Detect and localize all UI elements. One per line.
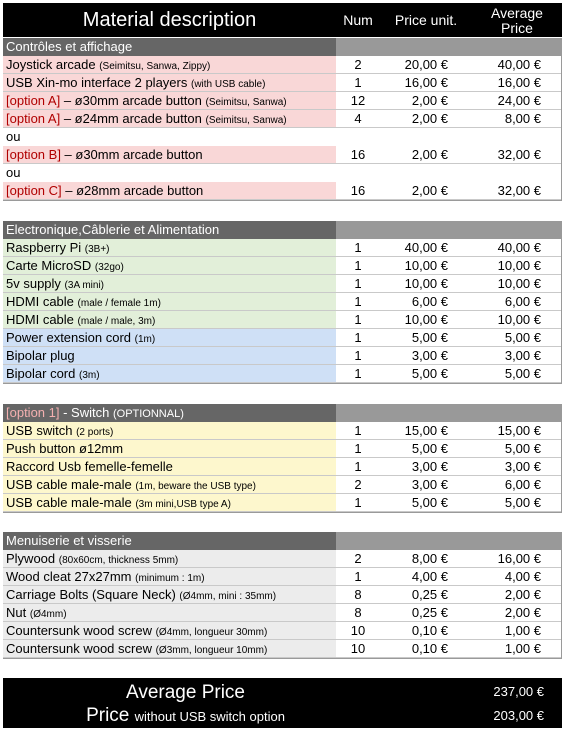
row-option-tag: [option A] xyxy=(6,93,61,108)
table-row xyxy=(3,347,562,365)
row-detail: (Seimitsu, Sanwa) xyxy=(205,97,287,108)
section-title xyxy=(3,221,336,239)
row-quantity: 8 xyxy=(354,587,362,602)
row-label: – ø28mm arcade button xyxy=(61,183,204,198)
row-unit-price: 10,00 € xyxy=(404,312,448,327)
row-description xyxy=(3,110,336,127)
row-quantity: 1 xyxy=(354,330,362,345)
table-row xyxy=(3,440,562,458)
row-label: HDMI cable xyxy=(6,294,74,309)
row-description xyxy=(3,604,336,621)
row-unit-price: 10,00 € xyxy=(404,258,448,273)
row-detail: (1m, beware the USB type) xyxy=(135,481,256,492)
row-quantity: 2 xyxy=(354,551,362,566)
row-label: USB cable male-male xyxy=(6,495,132,510)
row-unit-price: 2,00 € xyxy=(411,111,448,126)
row-label: Joystick arcade xyxy=(6,57,96,72)
section-title-text: Menuiserie et visserie xyxy=(6,533,132,548)
section-header xyxy=(3,221,562,239)
row-detail: (Ø4mm, mini : 35mm) xyxy=(179,591,277,602)
average-price-value: 237,00 € xyxy=(493,684,544,699)
table-row xyxy=(3,146,562,164)
row-detail: (3A mini) xyxy=(64,280,104,291)
row-average-price: 10,00 € xyxy=(497,258,541,273)
price-without-main: Price xyxy=(86,705,130,726)
row-description xyxy=(3,422,336,439)
row-average-price: 10,00 € xyxy=(497,276,541,291)
row-average-price: 5,00 € xyxy=(504,441,541,456)
section-header-right xyxy=(336,221,562,239)
row-unit-price: 0,25 € xyxy=(411,605,448,620)
row-unit-price: 5,00 € xyxy=(411,330,448,345)
row-average-price: 5,00 € xyxy=(504,495,541,510)
table-row xyxy=(3,640,562,658)
row-average-price: 5,00 € xyxy=(504,330,541,345)
row-quantity: 1 xyxy=(354,366,362,381)
section-title xyxy=(3,38,336,56)
row-detail: (Ø4mm, longueur 30mm) xyxy=(155,627,268,638)
row-unit-price: 6,00 € xyxy=(411,294,448,309)
row-description xyxy=(3,329,336,346)
row-detail: (3m mini,USB type A) xyxy=(135,499,231,510)
row-average-price: 40,00 € xyxy=(497,240,541,255)
row-quantity: 16 xyxy=(350,183,366,198)
row-description xyxy=(3,640,336,657)
price-without-sub: without USB switch option xyxy=(134,709,285,724)
row-average-price: 24,00 € xyxy=(497,93,541,108)
row-label: Push button ø12mm xyxy=(6,441,124,456)
row-average-price: 32,00 € xyxy=(497,183,541,198)
table-row xyxy=(3,293,562,311)
section-bottom-border xyxy=(3,658,562,659)
section-title-sub: (OPTIONNAL) xyxy=(112,408,184,420)
table-row xyxy=(3,329,562,347)
row-label: Nut xyxy=(6,605,27,620)
price-without-switch-label xyxy=(3,705,368,727)
or-separator xyxy=(3,164,562,182)
section-header-right xyxy=(336,532,562,550)
section-bottom-border xyxy=(3,512,562,513)
header-description: Material description xyxy=(82,9,257,31)
row-quantity: 1 xyxy=(354,459,362,474)
section-right-border xyxy=(561,550,562,658)
row-label: 5v supply xyxy=(6,276,61,291)
row-label: Countersunk wood screw xyxy=(6,623,152,638)
row-quantity: 1 xyxy=(354,240,362,255)
row-quantity: 4 xyxy=(354,111,362,126)
row-description xyxy=(3,275,336,292)
row-description xyxy=(3,476,336,493)
table-row xyxy=(3,550,562,568)
table-row xyxy=(3,110,562,128)
row-quantity: 10 xyxy=(350,623,366,638)
header-average-price xyxy=(472,6,562,36)
average-price-label: Average Price xyxy=(126,682,245,703)
row-quantity: 2 xyxy=(354,57,362,72)
row-label: Carte MicroSD xyxy=(6,258,92,273)
row-quantity: 12 xyxy=(350,93,366,108)
row-average-price: 3,00 € xyxy=(504,348,541,363)
row-detail: (3m) xyxy=(79,370,100,381)
row-unit-price: 5,00 € xyxy=(411,495,448,510)
row-label: Plywood xyxy=(6,551,56,566)
row-description xyxy=(3,239,336,256)
section-header xyxy=(3,404,562,422)
row-description xyxy=(3,568,336,585)
section-header xyxy=(3,532,562,550)
table-row xyxy=(3,586,562,604)
row-average-price: 10,00 € xyxy=(497,312,541,327)
section-title-text: - Switch xyxy=(59,405,110,420)
row-detail: (Ø4mm) xyxy=(29,609,67,620)
row-quantity: 1 xyxy=(354,294,362,309)
row-unit-price: 2,00 € xyxy=(411,93,448,108)
row-detail: (Seimitsu, Sanwa, Zippy) xyxy=(99,61,211,72)
row-average-price: 6,00 € xyxy=(504,477,541,492)
row-average-price: 15,00 € xyxy=(497,423,541,438)
row-detail: (2 ports) xyxy=(76,427,114,438)
table-row xyxy=(3,56,562,74)
row-detail: (1m) xyxy=(134,334,156,345)
row-unit-price: 15,00 € xyxy=(404,423,448,438)
row-unit-price: 5,00 € xyxy=(411,441,448,456)
row-unit-price: 20,00 € xyxy=(404,57,448,72)
row-description xyxy=(3,146,336,163)
row-unit-price: 10,00 € xyxy=(404,276,448,291)
row-description: ou xyxy=(6,165,21,180)
row-average-price: 32,00 € xyxy=(497,147,541,162)
row-description xyxy=(3,440,336,457)
row-description xyxy=(3,293,336,310)
row-detail: (Seimitsu, Sanwa) xyxy=(205,115,287,126)
row-detail: (male / female 1m) xyxy=(77,298,161,309)
row-unit-price: 2,00 € xyxy=(411,183,448,198)
table-row xyxy=(3,568,562,586)
row-description xyxy=(3,257,336,274)
row-label: USB switch xyxy=(6,423,73,438)
row-average-price: 3,00 € xyxy=(504,459,541,474)
row-label: – ø30mm arcade button xyxy=(60,147,203,162)
row-average-price: 4,00 € xyxy=(504,569,541,584)
or-separator xyxy=(3,128,562,146)
row-unit-price: 3,00 € xyxy=(411,348,448,363)
row-label: Raspberry Pi xyxy=(6,240,82,255)
table-row xyxy=(3,275,562,293)
row-quantity: 1 xyxy=(354,495,362,510)
section-bottom-border xyxy=(3,200,562,201)
row-average-price: 2,00 € xyxy=(504,605,541,620)
row-description: ou xyxy=(6,129,21,144)
section-header xyxy=(3,38,562,56)
table-row xyxy=(3,239,562,257)
row-quantity: 1 xyxy=(354,348,362,363)
row-unit-price: 16,00 € xyxy=(404,75,448,90)
row-label: Power extension cord xyxy=(6,330,132,345)
row-label: USB Xin-mo interface 2 players xyxy=(6,75,188,90)
header-num: Num xyxy=(343,12,373,28)
section-right-border xyxy=(561,56,562,200)
row-description xyxy=(3,92,336,109)
row-quantity: 1 xyxy=(354,276,362,291)
row-quantity: 1 xyxy=(354,441,362,456)
table-row xyxy=(3,92,562,110)
row-unit-price: 0,10 € xyxy=(411,623,448,638)
row-average-price: 1,00 € xyxy=(504,623,541,638)
row-unit-price: 0,25 € xyxy=(411,587,448,602)
row-label: Bipolar cord xyxy=(6,366,76,381)
row-average-price: 16,00 € xyxy=(497,75,541,90)
row-unit-price: 5,00 € xyxy=(411,366,448,381)
row-label: – ø30mm arcade button xyxy=(60,93,202,108)
row-unit-price: 0,10 € xyxy=(411,641,448,656)
price-without-switch-value: 203,00 € xyxy=(493,708,544,723)
table-row xyxy=(3,311,562,329)
section-title xyxy=(3,532,336,550)
section-right-border xyxy=(561,239,562,383)
row-option-tag: [option C] xyxy=(6,183,62,198)
row-unit-price: 3,00 € xyxy=(411,477,448,492)
section-title-text: Electronique,Câblerie et Alimentation xyxy=(6,222,220,237)
row-detail: (80x60cm, thickness 5mm) xyxy=(58,555,179,566)
table-row xyxy=(3,182,562,200)
row-label: Countersunk wood screw xyxy=(6,641,152,656)
table-row xyxy=(3,74,562,92)
row-description xyxy=(3,365,336,382)
row-quantity: 8 xyxy=(354,605,362,620)
table-row xyxy=(3,476,562,494)
row-detail: (minimum : 1m) xyxy=(135,573,205,584)
header-price-unit: Price unit. xyxy=(394,12,458,28)
row-label: USB cable male-male xyxy=(6,477,132,492)
row-quantity: 1 xyxy=(354,312,362,327)
row-quantity: 1 xyxy=(354,258,362,273)
row-label: HDMI cable xyxy=(6,312,74,327)
table-row xyxy=(3,494,562,512)
row-quantity: 16 xyxy=(350,147,366,162)
section-bottom-border xyxy=(3,383,562,384)
section-title-text: Contrôles et affichage xyxy=(6,39,133,54)
row-detail: (32go) xyxy=(94,262,124,273)
row-average-price: 1,00 € xyxy=(504,641,541,656)
row-average-price: 8,00 € xyxy=(504,111,541,126)
table-row xyxy=(3,422,562,440)
row-description xyxy=(3,458,336,475)
header-average-line2: Price xyxy=(501,20,533,36)
row-label: – ø24mm arcade button xyxy=(60,111,202,126)
row-description xyxy=(3,182,336,199)
row-average-price: 2,00 € xyxy=(504,587,541,602)
row-unit-price: 40,00 € xyxy=(404,240,448,255)
row-label: Carriage Bolts (Square Neck) xyxy=(6,587,176,602)
table-row xyxy=(3,257,562,275)
table-header xyxy=(3,3,562,37)
row-quantity: 2 xyxy=(354,477,362,492)
row-unit-price: 2,00 € xyxy=(411,147,448,162)
row-description xyxy=(3,74,336,91)
row-label: Bipolar plug xyxy=(6,348,75,363)
header-average-line1: Average xyxy=(491,5,543,21)
row-quantity: 10 xyxy=(350,641,366,656)
row-unit-price: 8,00 € xyxy=(411,551,448,566)
row-description xyxy=(3,56,336,73)
row-description xyxy=(3,347,336,364)
row-detail: (with USB cable) xyxy=(190,79,266,90)
row-quantity: 1 xyxy=(354,569,362,584)
table-row xyxy=(3,604,562,622)
row-description xyxy=(3,494,336,511)
row-detail: (Ø3mm, longueur 10mm) xyxy=(155,645,268,656)
row-option-tag: [option A] xyxy=(6,111,61,126)
row-description xyxy=(3,622,336,639)
section-header-right xyxy=(336,404,562,422)
row-label: Wood cleat 27x27mm xyxy=(6,569,132,584)
row-unit-price: 3,00 € xyxy=(411,459,448,474)
row-label: Raccord Usb femelle-femelle xyxy=(6,459,173,474)
row-option-tag: [option B] xyxy=(6,147,61,162)
row-detail: (male / male, 3m) xyxy=(77,316,156,327)
row-average-price: 16,00 € xyxy=(497,551,541,566)
row-average-price: 40,00 € xyxy=(497,57,541,72)
row-description xyxy=(3,586,336,603)
row-average-price: 6,00 € xyxy=(504,294,541,309)
table-row xyxy=(3,622,562,640)
row-detail: (3B+) xyxy=(84,244,110,255)
section-title xyxy=(3,404,336,422)
row-quantity: 1 xyxy=(354,75,362,90)
row-average-price: 5,00 € xyxy=(504,366,541,381)
totals-footer xyxy=(3,678,562,728)
row-quantity: 1 xyxy=(354,423,362,438)
row-description xyxy=(3,550,336,567)
section-right-border xyxy=(561,422,562,512)
row-unit-price: 4,00 € xyxy=(411,569,448,584)
section-header-right xyxy=(336,38,562,56)
table-row xyxy=(3,458,562,476)
table-row xyxy=(3,365,562,383)
section-option-tag: [option 1] xyxy=(6,405,60,420)
row-description xyxy=(3,311,336,328)
